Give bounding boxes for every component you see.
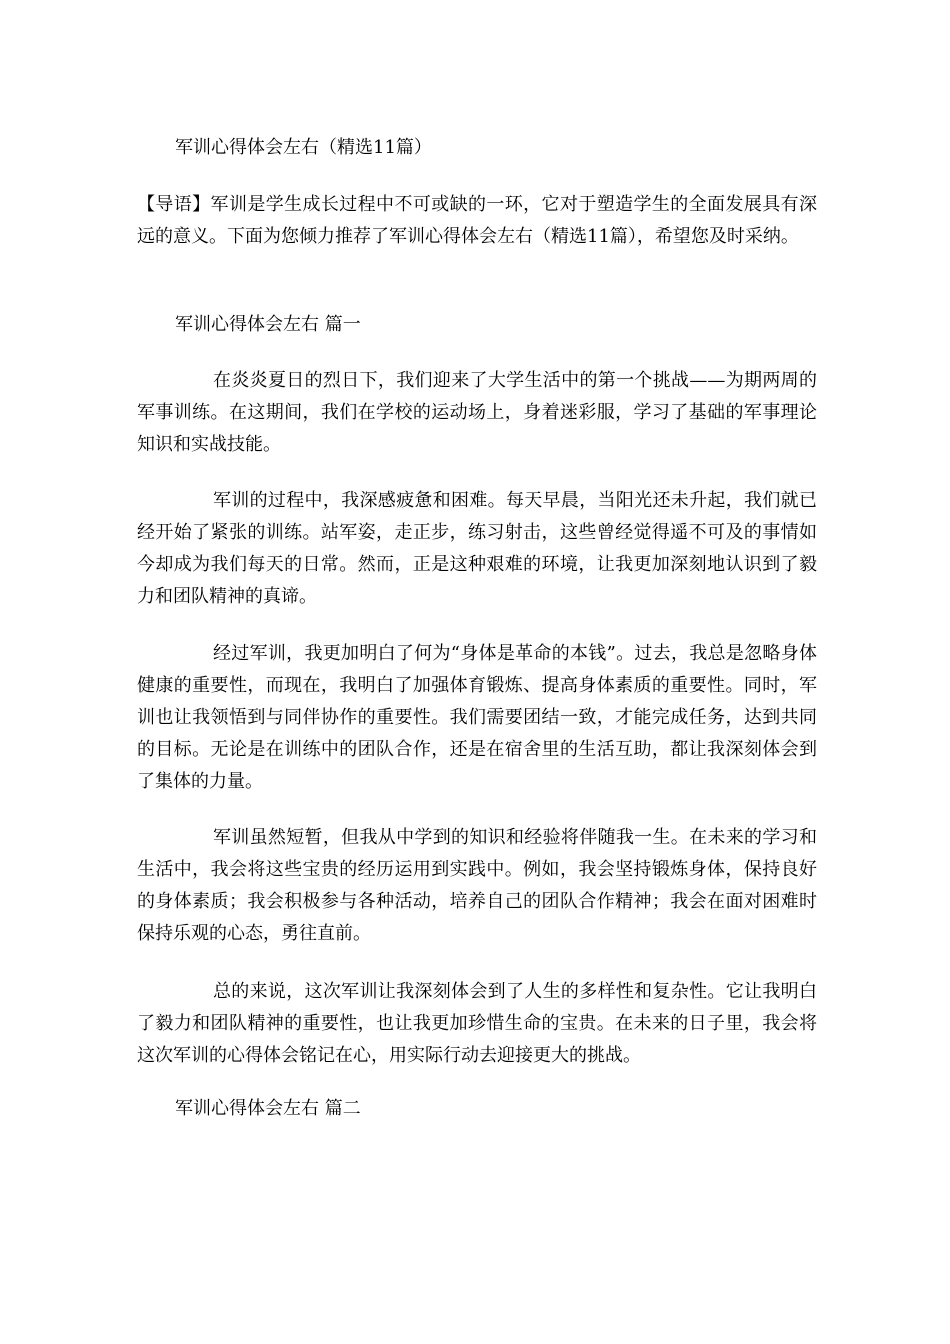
- body-paragraph-5: 总的来说，这次军训让我深刻体会到了人生的多样性和复杂性。它让我明白了毅力和团队精神的重要性，也让我更加珍惜生命的宝贵。在未来的日子里，我会将这次军训的心得体会铭记在心，用实际行动去迎接更大的挑战。: [137, 981, 817, 1066]
- body-paragraph-4: 军训虽然短暂，但我从中学到的知识和经验将伴随我一生。在未来的学习和生活中，我会将这些宝贵的经历运用到实践中。例如，我会坚持锻炼身体，保持良好的身体素质；我会积极参与各种活动，培养自己的团队合作精神；我会在面对困难时保持乐观的心态，勇往直前。: [137, 827, 817, 944]
- document-title: 军训心得体会左右（精选11篇）: [175, 137, 432, 158]
- intro-paragraph: 【导语】军训是学生成长过程中不可或缺的一环，它对于塑造学生的全面发展具有深远的意义。下面为您倾力推荐了军训心得体会左右（精选11篇），希望您及时采纳。: [137, 194, 817, 247]
- body-paragraph-1: 在炎炎夏日的烈日下，我们迎来了大学生活中的第一个挑战——为期两周的军事训练。在这期间，我们在学校的运动场上，身着迷彩服，学习了基础的军事理论知识和实战技能。: [137, 370, 817, 455]
- section-title-2: 军训心得体会左右 篇二: [175, 1098, 361, 1119]
- body-paragraph-3: 经过军训，我更加明白了何为“身体是革命的本钱”。过去，我总是忽略身体健康的重要性，而现在，我明白了加强体育锻炼、提高身体素质的重要性。同时，军训也让我领悟到与同伴协作的重要性。我们需要团结一致，才能完成任务，达到共同的目标。无论是在训练中的团队合作，还是在宿舍里的生活互助，都让我深刻体会到了集体的力量。: [137, 643, 817, 792]
- section-title-1: 军训心得体会左右 篇一: [175, 314, 361, 335]
- body-paragraph-2: 军训的过程中，我深感疲惫和困难。每天早晨，当阳光还未升起，我们就已经开始了紧张的训练。站军姿，走正步，练习射击，这些曾经觉得遥不可及的事情如今却成为我们每天的日常。然而，正是这种艰难的环境，让我更加深刻地认识到了毅力和团队精神的真谛。: [137, 490, 817, 607]
